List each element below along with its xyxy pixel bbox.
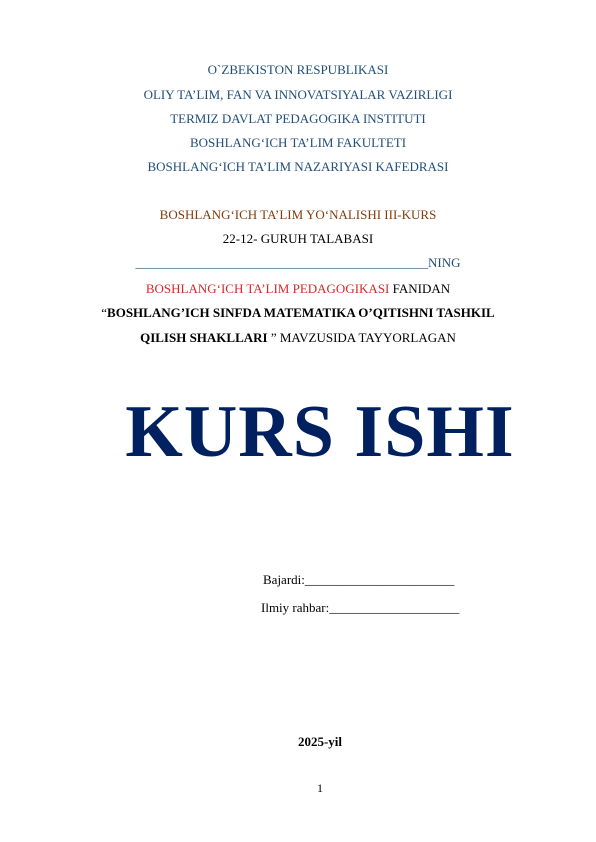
topic-tail: ” MAVZUSIDA TAYYORLAGAN <box>267 330 456 345</box>
topic-line-1 <box>0 305 596 321</box>
page-number: 1 <box>317 781 323 795</box>
department-line: BOSHLANG‘ICH TA’LIM NAZARIYASI KAFEDRASI <box>147 159 449 174</box>
year: 2025-yil <box>297 734 343 749</box>
student-name-blank: _____________________________________________ <box>135 255 428 270</box>
republic-line: O`ZBEKISTON RESPUBLIKASI <box>207 62 389 77</box>
subject-name: BOSHLANG‘ICH TA’LIM PEDAGOGIKASI <box>145 281 390 296</box>
done-by-signature: Bajardi:_______________________ <box>263 572 455 587</box>
group-line: 22-12- GURUH TALABASI <box>222 231 374 246</box>
subject-suffix: FANIDAN <box>389 281 451 296</box>
topic-line-2 <box>0 330 596 346</box>
direction-line: BOSHLANG‘ICH TA’LIM YO‘NALISHI III-KURS <box>159 207 437 222</box>
faculty-line: BOSHLANG‘ICH TA’LIM FAKULTETI <box>189 135 407 150</box>
topic-title-part-1: BOSHLANG’ICH SINFDA MATEMATIKA O’QITISHNI TASHKIL <box>107 305 495 320</box>
topic-title-part-2: QILISH SHAKLLARI <box>140 330 268 345</box>
subject-line <box>0 281 596 297</box>
topic-quote-open: “ <box>101 305 108 320</box>
student-name-suffix: NING <box>428 255 461 270</box>
student-name-line <box>0 255 596 271</box>
document-title: KURS ISHI <box>125 391 515 473</box>
supervisor-signature: Ilmiy rahbar:____________________ <box>261 600 460 615</box>
institute-line: TERMIZ DAVLAT PEDAGOGIKA INSTITUTI <box>170 111 426 126</box>
ministry-line: OLIY TA’LIM, FAN VA INNOVATSIYALAR VAZIRLIGI <box>143 87 453 102</box>
